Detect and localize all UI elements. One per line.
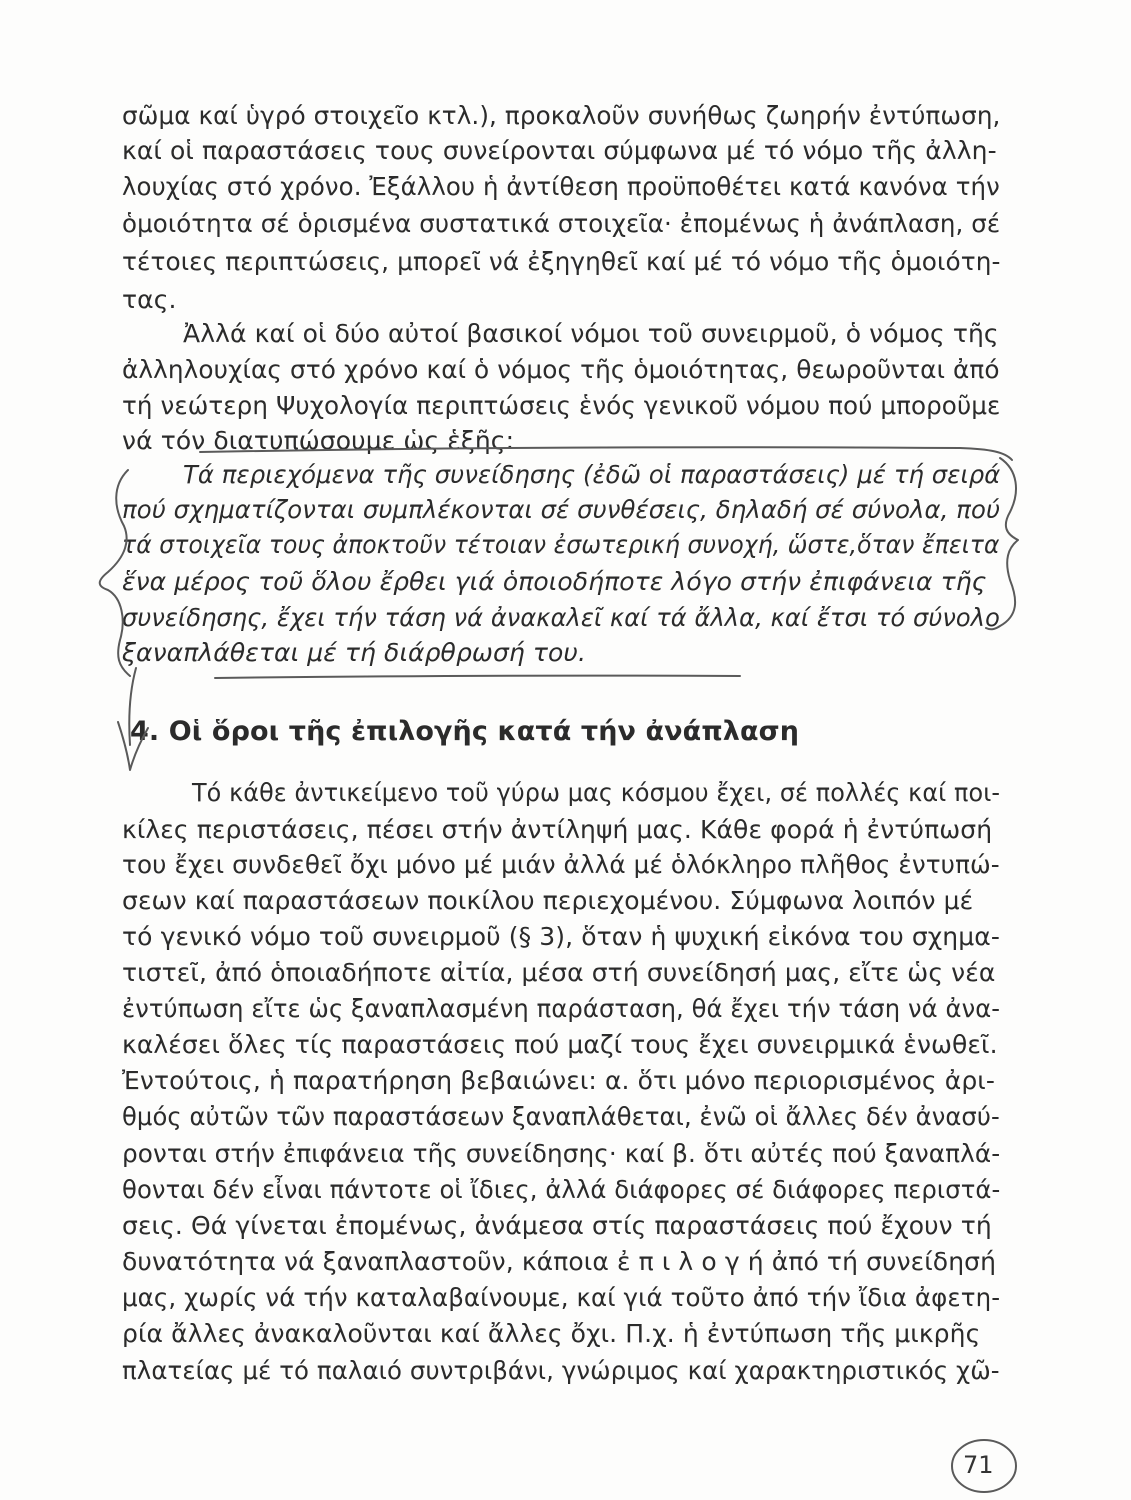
text-line: τιστεῖ, ἀπό ὁποιαδήποτε αἰτία, μέσα στή συνείδησή μας, εἴτε ὡς νέα: [122, 958, 996, 987]
quote-line: πού σχηματίζονται συμπλέκονται σέ συνθέσεις, δηλαδή σέ σύνολα, πού: [122, 495, 1001, 524]
text-line: τή νεώτερη Ψυχολογία περιπτώσεις ἑνός γενικοῦ νόμου πού μποροῦμε: [122, 391, 1001, 420]
text-line: λουχίας στό χρόνο. Ἐξάλλου ἡ ἀντίθεση προϋποθέτει κατά κανόνα τήν: [122, 172, 1000, 201]
quote-line: ἕνα μέρος τοῦ ὅλου ἔρθει γιά ὁποιοδήποτε λόγο στήν ἐπιφάνεια τῆς: [122, 567, 987, 596]
text-line: τας.: [122, 285, 177, 314]
pencil-underline-bottom: [215, 676, 740, 678]
text-line: του ἔχει συνδεθεῖ ὄχι μόνο μέ μιάν ἀλλά μέ ὁλόκληρο πλῆθος ἐντυπώ-: [122, 850, 1000, 879]
text-line: καί οἱ παραστάσεις τους συνείρονται σύμφωνα μέ τό νόμο τῆς ἀλλη-: [122, 136, 997, 165]
text-line: Ἀλλά καί οἱ δύο αὐτοί βασικοί νόμοι τοῦ συνειρμοῦ, ὁ νόμος τῆς: [183, 319, 999, 348]
text-line: σεων καί παραστάσεων ποικίλου περιεχομένου. Σύμφωνα λοιπόν μέ: [122, 886, 974, 915]
text-line: δυνατότητα νά ξαναπλαστοῦν, κάποια ἐ π ι λ ο γ ή ἀπό τή συνείδησή: [122, 1247, 997, 1276]
text-line: μας, χωρίς νά τήν καταλαβαίνουμε, καί γιά τοῦτο ἀπό τήν ἴδια ἀφετη-: [122, 1283, 1001, 1312]
text-line: θονται δέν εἶναι πάντοτε οἱ ἴδιες, ἀλλά διάφορες σέ διάφορες περιστά-: [122, 1175, 1001, 1204]
text-line: σῶμα καί ὑγρό στοιχεῖο κτλ.), προκαλοῦν συνήθως ζωηρήν ἐντύπωση,: [122, 101, 1001, 130]
section-heading: 4. Οἱ ὅροι τῆς ἐπιλογῆς κατά τήν ἀνάπλαση: [130, 716, 800, 747]
text-line: Ἐντούτοις, ἡ παρατήρηση βεβαιώνει: α. ὅτι μόνο περιορισμένος ἀρι-: [122, 1066, 995, 1095]
text-line: σεις. Θά γίνεται ἐπομένως, ἀνάμεσα στίς παραστάσεις πού ἔχουν τή: [122, 1211, 992, 1240]
text-line: νά τόν διατυπώσουμε ὡς ἑξῆς:: [122, 426, 515, 455]
text-line: ρονται στήν ἐπιφάνεια τῆς συνείδησης· καί β. ὅτι αὐτές πού ξαναπλά-: [122, 1139, 1001, 1168]
text-line: τέτοιες περιπτώσεις, μπορεῖ νά ἐξηγηθεῖ καί μέ τό νόμο τῆς ὁμοιότη-: [122, 247, 1001, 276]
quote-line: ξαναπλάθεται μέ τή διάρθρωσή του.: [122, 638, 587, 667]
quote-line: τά στοιχεῖα τους ἀποκτοῦν τέτοιαν ἐσωτερική συνοχή, ὥστε,ὅταν ἔπειτα: [122, 530, 1000, 559]
quote-line: Τά περιεχόμενα τῆς συνείδησης (ἐδῶ οἱ παραστάσεις) μέ τή σειρά: [183, 460, 1001, 489]
quote-line: συνείδησης, ἔχει τήν τάση νά ἀνακαλεῖ καί τά ἄλλα, καί ἔτσι τό σύνολο: [122, 603, 1000, 632]
text-line: κίλες περιστάσεις, πέσει στήν ἀντίληψή μας. Κάθε φορά ἡ ἐντύπωσή: [122, 815, 993, 844]
text-line: ἐντύπωση εἴτε ὡς ξαναπλασμένη παράσταση, θά ἔχει τήν τάση νά ἀνα-: [122, 994, 1001, 1023]
text-line: θμός αὐτῶν τῶν παραστάσεων ξαναπλάθεται, ἐνῶ οἱ ἄλλες δέν ἀνασύ-: [122, 1102, 1000, 1131]
text-line: ὁμοιότητα σέ ὁρισμένα συστατικά στοιχεῖα· ἐπομένως ἡ ἀνάπλαση, σέ: [122, 209, 1001, 238]
text-line: πλατείας μέ τό παλαιό συντριβάνι, γνώριμος καί χαρακτηριστικός χῶ-: [122, 1356, 1000, 1385]
text-line: τό γενικό νόμο τοῦ συνειρμοῦ (§ 3), ὅταν ἡ ψυχική εἰκόνα του σχημα-: [122, 922, 1000, 951]
text-line: καλέσει ὅλες τίς παραστάσεις πού μαζί τους ἔχει συνειρμικά ἑνωθεῖ.: [122, 1030, 998, 1059]
text-line: ἀλληλουχίας στό χρόνο καί ὁ νόμος τῆς ὁμοιότητας, θεωροῦνται ἀπό: [122, 355, 1000, 384]
text-line: ρία ἄλλες ἀνακαλοῦνται καί ἄλλες ὄχι. Π.χ. ἡ ἐντύπωση τῆς μικρῆς: [122, 1319, 981, 1348]
page-number: 71: [963, 1451, 994, 1479]
text-line: Τό κάθε ἀντικείμενο τοῦ γύρω μας κόσμου ἔχει, σέ πολλές καί ποι-: [192, 778, 1001, 807]
